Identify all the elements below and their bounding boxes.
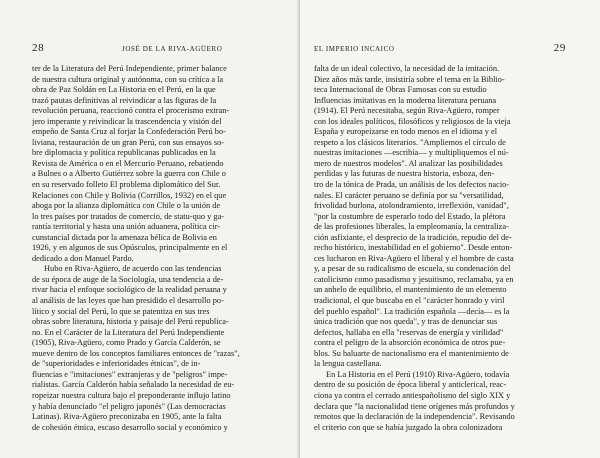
text-line: jero imperante y reivindicar la trascendencia y visión del (32, 116, 222, 126)
text-line: España y europeizarse en todo menos en el idioma y el (314, 127, 498, 137)
text-line: el criterio con que se había juzgado la obra colonizadora (314, 422, 503, 432)
text-line: (1905), Riva-Agüero, como Prado y García Calderón, se (32, 338, 221, 348)
text-line: "por la costumbre de esperarlo todo del Estado, la plétora (314, 211, 506, 221)
text-line: (1914). El Perú necesitaba, según Riva-Agüero, romper (314, 106, 500, 116)
text-line: frivolidad burlona, atolondramiento, irreflexión, vanidad", (314, 201, 509, 211)
text-line: ciona ya contra el cerrado antiespañolismo del siglo XIX y (314, 390, 511, 400)
text-line: Influencias imitativas en la moderna literatura peruana (314, 95, 497, 105)
text-line: respeto a los clásicos literarios. "Ampliemos el círculo de (314, 137, 506, 147)
text-line: de cohesión étnica, escaso desarrollo social y económico y (32, 422, 228, 432)
text-line: obras sobre literatura, historia y paisaje del Perú republica- (32, 317, 229, 327)
text-line: liviana, restauración de un gran Perú, con sus ensayos so- (32, 137, 225, 147)
right-page-number: 29 (553, 42, 566, 54)
right-page (300, 0, 600, 458)
left-page-number: 28 (32, 42, 45, 54)
text-line: no. En el Carácter de la Literatura del Perú Independiente (32, 327, 225, 337)
text-line: ción asfixiante, el desprecio de la tradición, repudio del de- (314, 232, 512, 242)
left-page-header (32, 44, 290, 56)
text-line: a Bulnes o a Alberto Gutiérrez sobre la guerra con Chile o (32, 169, 226, 179)
text-line: al análisis de las leyes que han presidido el desarrollo po- (32, 296, 224, 306)
text-line: cunstancial dictada por la amenaza bélica de Bolivia en (32, 232, 217, 242)
text-line: lo tres países por tratados de comercio, de statu-quo y ga- (32, 211, 225, 221)
text-line: 1926, y en algunos de sus Opúsculos, principalmente en el (32, 243, 228, 253)
text-line: declara que "la nacionalidad tiene orígenes más profundos y (314, 401, 515, 411)
text-line: revolución peruana, reaccionó contra el procerismo extran- (32, 106, 230, 116)
text-line: y había denunciado "el peligro japonés" (Las democracias (32, 401, 226, 411)
text-line: con los ideales políticos, filosóficos y religiosos de la vieja (314, 116, 511, 126)
text-line: rivar hacia el enfoque sociológico de la realidad peruana y (32, 285, 227, 295)
text-line: tradicional, el que buscaba en el "carácter honrado y viril (314, 296, 505, 306)
right-page-header (314, 44, 566, 56)
right-page-body-text (314, 64, 566, 433)
text-line: contra el peligro de la absorción económica de otros pue- (314, 338, 506, 348)
text-line: única tradición que nos queda", y tras de denunciar sus (314, 317, 498, 327)
text-line: Latinas). Riva-Agüero preconizaba en 1905, ante la falta (32, 412, 222, 422)
text-line: recho histórico, inestabilidad en el gobierno". Desde enton- (314, 243, 513, 253)
text-line: rantía territorial y hasta una unión aduanera, política cir- (32, 222, 221, 232)
text-line: ter de la Literatura del Perú Independiente, primer balance (32, 64, 227, 73)
text-line: lítico y social del Perú, lo que se patentiza en sus tres (32, 306, 210, 316)
text-line: remotos que la declaración de la independencia". Revisando (314, 412, 515, 422)
text-line: la lengua castellana. (314, 359, 382, 369)
text-line: teca Internacional de Obras Famosas con su estudio (314, 85, 487, 95)
left-page-body-text (32, 64, 288, 433)
text-line: de "superioridades e inferioridades étnicas", de in- (32, 359, 201, 369)
text-line: ces lucharon en Riva-Agüero el liberal y el hombre de casta (314, 253, 514, 263)
text-line: catolicismo como pasadismo y jesuitismo, reclamaba, ya en (314, 274, 514, 284)
left-running-head: JOSÉ DE LA RIVA-AGÜERO (122, 45, 223, 53)
text-line: nuestras imitaciones —escribía— y multipliquemos el nú- (314, 148, 509, 158)
text-line: defectos, hallaba en ella "reservas de energía y virilidad" (314, 327, 504, 337)
text-line: del pueblo español". La tradición española —decía— es la (314, 306, 510, 316)
text-line: rialistas. García Calderón había señalado la necesidad de eu- (32, 380, 235, 390)
text-line: bre diplomacia y política republicanas publicados en la (32, 148, 216, 158)
text-line: Relaciones con Chile y Bolivia (Corrillos, 1932) en el que (32, 190, 227, 200)
text-line: un anhelo de equilibrio, el mantenimiento de un elemento (314, 285, 507, 295)
text-line: dentro de su posición de época liberal y anticlerical, reac- (314, 380, 507, 390)
text-line: empeño de Santa Cruz al forjar la Confederación Perú bo- (32, 127, 226, 137)
text-line: mueve dentro de los conceptos familiares entonces de "razas", (32, 348, 240, 358)
text-line: Hubo en Riva-Agüero, de acuerdo con las tendencias (44, 264, 222, 274)
text-line: En La Historia en el Perú (1910) Riva-Agüero, todavía (326, 369, 510, 379)
text-line: Revista de América o en el Mercurio Peruano, rebatiendo (32, 158, 224, 168)
text-line: trazó pautas definitivas al reivindicar a las figuras de la (32, 95, 217, 105)
text-line: aboga por la alianza diplomática con Chile o la unión de (32, 201, 221, 211)
text-line: de su época de auge de la Sociología, una tendencia a de- (32, 274, 224, 284)
text-line: obra de Paz Soldán en La Historia en el Perú, en la que (32, 85, 216, 95)
right-running-head: EL IMPERIO INCAICO (314, 45, 395, 53)
text-line: fluencias e "imitaciones" extranjeras y de "peligros" impe- (32, 369, 228, 379)
text-line: y, a pesar de su radicalismo de escuela, su condenación del (314, 264, 511, 274)
text-line: de las profesiones liberales, la empleomanía, la centraliza- (314, 222, 509, 232)
text-line: mero de nuestros modelos". Al analizar las posibilidades (314, 158, 503, 168)
text-line: ropeizar nuestra cultura bajo el preponderante influjo latino (32, 390, 231, 400)
text-line: perdidas y las futuras de nuestra historia, esboza, den- (314, 169, 495, 179)
text-line: Diez años más tarde, insistiría sobre el tema en la Biblio- (314, 74, 505, 84)
text-line: en su reservado folleto El problema diplomático del Sur. (32, 180, 221, 190)
text-line: nales. El carácter peruano se definía por su "versatilidad, (314, 190, 504, 200)
text-line: de nuestra cultura original y autónoma, con su crítica a la (32, 74, 224, 84)
text-line: blos. Su baluarte de nacionalismo era el mantenimiento de (314, 348, 509, 358)
text-line: dedicado a don Manuel Pardo. (32, 253, 134, 263)
text-line: tro de la tónica de Prada, un análisis de los defectos nacio- (314, 180, 510, 190)
text-line: falta de un ideal colectivo, la necesidad de la imitación. (314, 64, 500, 73)
